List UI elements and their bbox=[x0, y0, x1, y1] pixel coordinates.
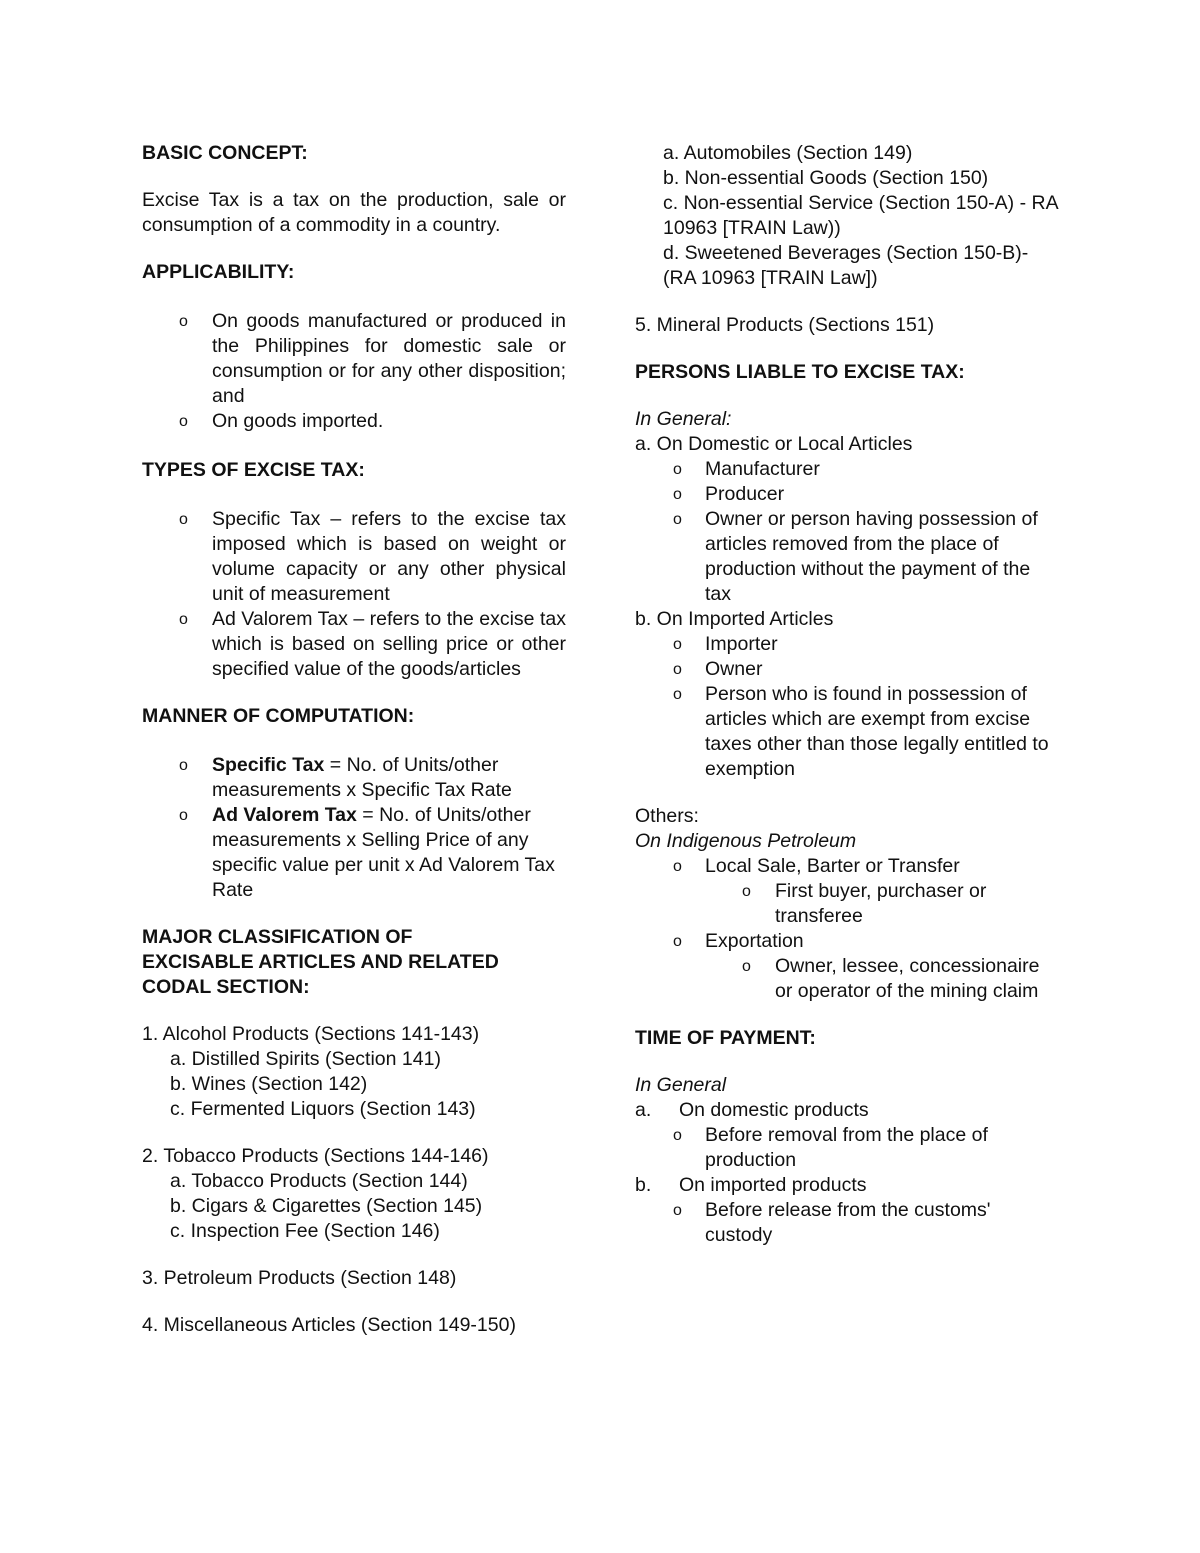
domestic-articles: a. On Domestic or Local Articles bbox=[635, 433, 913, 455]
list-item: d. Sweetened Beverages (Section 150-B)-(RA 10963 [TRAIN Law]) bbox=[663, 242, 1029, 289]
applicability-heading: APPLICABILITY: bbox=[142, 261, 295, 283]
item-letter: b. bbox=[635, 1174, 652, 1196]
list-item: o Manufacturer bbox=[635, 457, 1060, 482]
domestic-list bbox=[635, 457, 1060, 607]
manner-heading: MANNER OF COMPUTATION: bbox=[142, 705, 415, 727]
basic-concept-heading: BASIC CONCEPT: bbox=[142, 142, 308, 164]
exportation-sublist bbox=[635, 954, 1060, 1004]
exportation-label: Exportation bbox=[705, 930, 804, 952]
list-item: a. Automobiles (Section 149) bbox=[663, 142, 913, 164]
list-item: o Owner, lessee, concessionaire or operator of the mining claim bbox=[705, 954, 1060, 1004]
imported-list bbox=[635, 632, 1060, 782]
types-list bbox=[142, 507, 566, 682]
ad-valorem-formula: = No. of Units/other measurements x Selling Price of any specific value per unit x Ad Valorem Tax Rate bbox=[212, 804, 555, 901]
list-item bbox=[142, 803, 566, 903]
list-item bbox=[142, 753, 566, 803]
local-sale-label: Local Sale, Barter or Transfer bbox=[705, 855, 960, 877]
imported-products-label: On imported products bbox=[679, 1174, 867, 1196]
domestic-products-list bbox=[635, 1123, 1060, 1173]
list-item: c. Non-essential Service (Section 150-A) - RA 10963 [TRAIN Law)) bbox=[663, 192, 1058, 239]
list-item: a. Distilled Spirits (Section 141) bbox=[170, 1048, 441, 1070]
right-column bbox=[635, 141, 1060, 1248]
list-item: b. Cigars & Cigarettes (Section 145) bbox=[170, 1195, 483, 1217]
list-item: b. Non-essential Goods (Section 150) bbox=[663, 167, 989, 189]
indigenous-petroleum-label: On Indigenous Petroleum bbox=[635, 830, 857, 852]
imported-articles: b. On Imported Articles bbox=[635, 608, 834, 630]
list-item: o On goods imported. bbox=[142, 409, 566, 434]
list-item: a. Tobacco Products (Section 144) bbox=[170, 1170, 468, 1192]
list-item: o Specific Tax – refers to the excise tax imposed which is based on weight or volume capacity or any other physical unit of measurement bbox=[142, 507, 566, 607]
list-item: o Owner or person having possession of articles removed from the place of production without the payment of the tax bbox=[635, 507, 1060, 607]
in-general-label: In General: bbox=[635, 408, 732, 430]
applicability-list bbox=[142, 309, 566, 434]
petroleum-list bbox=[635, 854, 1060, 1004]
manner-list bbox=[142, 753, 566, 903]
list-item: o Person who is found in possession of articles which are exempt from excise taxes other than those legally entitled to exemption bbox=[635, 682, 1060, 782]
list-item: o On goods manufactured or produced in the Philippines for domestic sale or consumption or for any other disposition; and bbox=[142, 309, 566, 409]
item-letter: a. bbox=[635, 1099, 652, 1121]
major-heading-line: CODAL SECTION: bbox=[142, 976, 310, 998]
specific-tax-formula: = No. of Units/other measurements x Specific Tax Rate bbox=[212, 754, 512, 801]
local-sale-sublist bbox=[635, 879, 1060, 929]
list-item: o Before release from the customs' custody bbox=[635, 1198, 1060, 1248]
major-heading-line: MAJOR CLASSIFICATION OF bbox=[142, 926, 413, 948]
petroleum-products: 3. Petroleum Products (Section 148) bbox=[142, 1267, 457, 1289]
list-item: o Before removal from the place of production bbox=[635, 1123, 1060, 1173]
domestic-products-label: On domestic products bbox=[679, 1099, 869, 1121]
list-item: c. Fermented Liquors (Section 143) bbox=[170, 1098, 476, 1120]
basic-concept-text: Excise Tax is a tax on the production, sale or consumption of a commodity in a country. bbox=[142, 189, 566, 236]
miscellaneous-articles: 4. Miscellaneous Articles (Section 149-150) bbox=[142, 1314, 516, 1336]
list-item bbox=[635, 854, 1060, 929]
major-heading-line: EXCISABLE ARTICLES AND RELATED bbox=[142, 951, 499, 973]
imported-products-item bbox=[635, 1173, 1060, 1198]
types-heading: TYPES OF EXCISE TAX: bbox=[142, 459, 365, 481]
list-item: o Owner bbox=[635, 657, 1060, 682]
others-label: Others: bbox=[635, 805, 699, 827]
list-item: o Importer bbox=[635, 632, 1060, 657]
time-of-payment-heading: TIME OF PAYMENT: bbox=[635, 1027, 816, 1049]
list-item: o Producer bbox=[635, 482, 1060, 507]
alcohol-products: 1. Alcohol Products (Sections 141-143) bbox=[142, 1023, 480, 1045]
in-general-label: In General bbox=[635, 1074, 727, 1096]
tobacco-products: 2. Tobacco Products (Sections 144-146) bbox=[142, 1145, 489, 1167]
specific-tax-term: Specific Tax bbox=[212, 754, 325, 776]
list-item: o First buyer, purchaser or transferee bbox=[705, 879, 1060, 929]
left-column bbox=[142, 141, 566, 1338]
list-item: o Ad Valorem Tax – refers to the excise tax which is based on selling price or other specified value of the goods/articles bbox=[142, 607, 566, 682]
imported-products-list bbox=[635, 1198, 1060, 1248]
ad-valorem-term: Ad Valorem Tax bbox=[212, 804, 357, 826]
list-item: c. Inspection Fee (Section 146) bbox=[170, 1220, 440, 1242]
persons-liable-heading: PERSONS LIABLE TO EXCISE TAX: bbox=[635, 361, 965, 383]
list-item bbox=[635, 929, 1060, 1004]
list-item: b. Wines (Section 142) bbox=[170, 1073, 368, 1095]
mineral-products: 5. Mineral Products (Sections 151) bbox=[635, 314, 935, 336]
domestic-products-item bbox=[635, 1098, 1060, 1123]
